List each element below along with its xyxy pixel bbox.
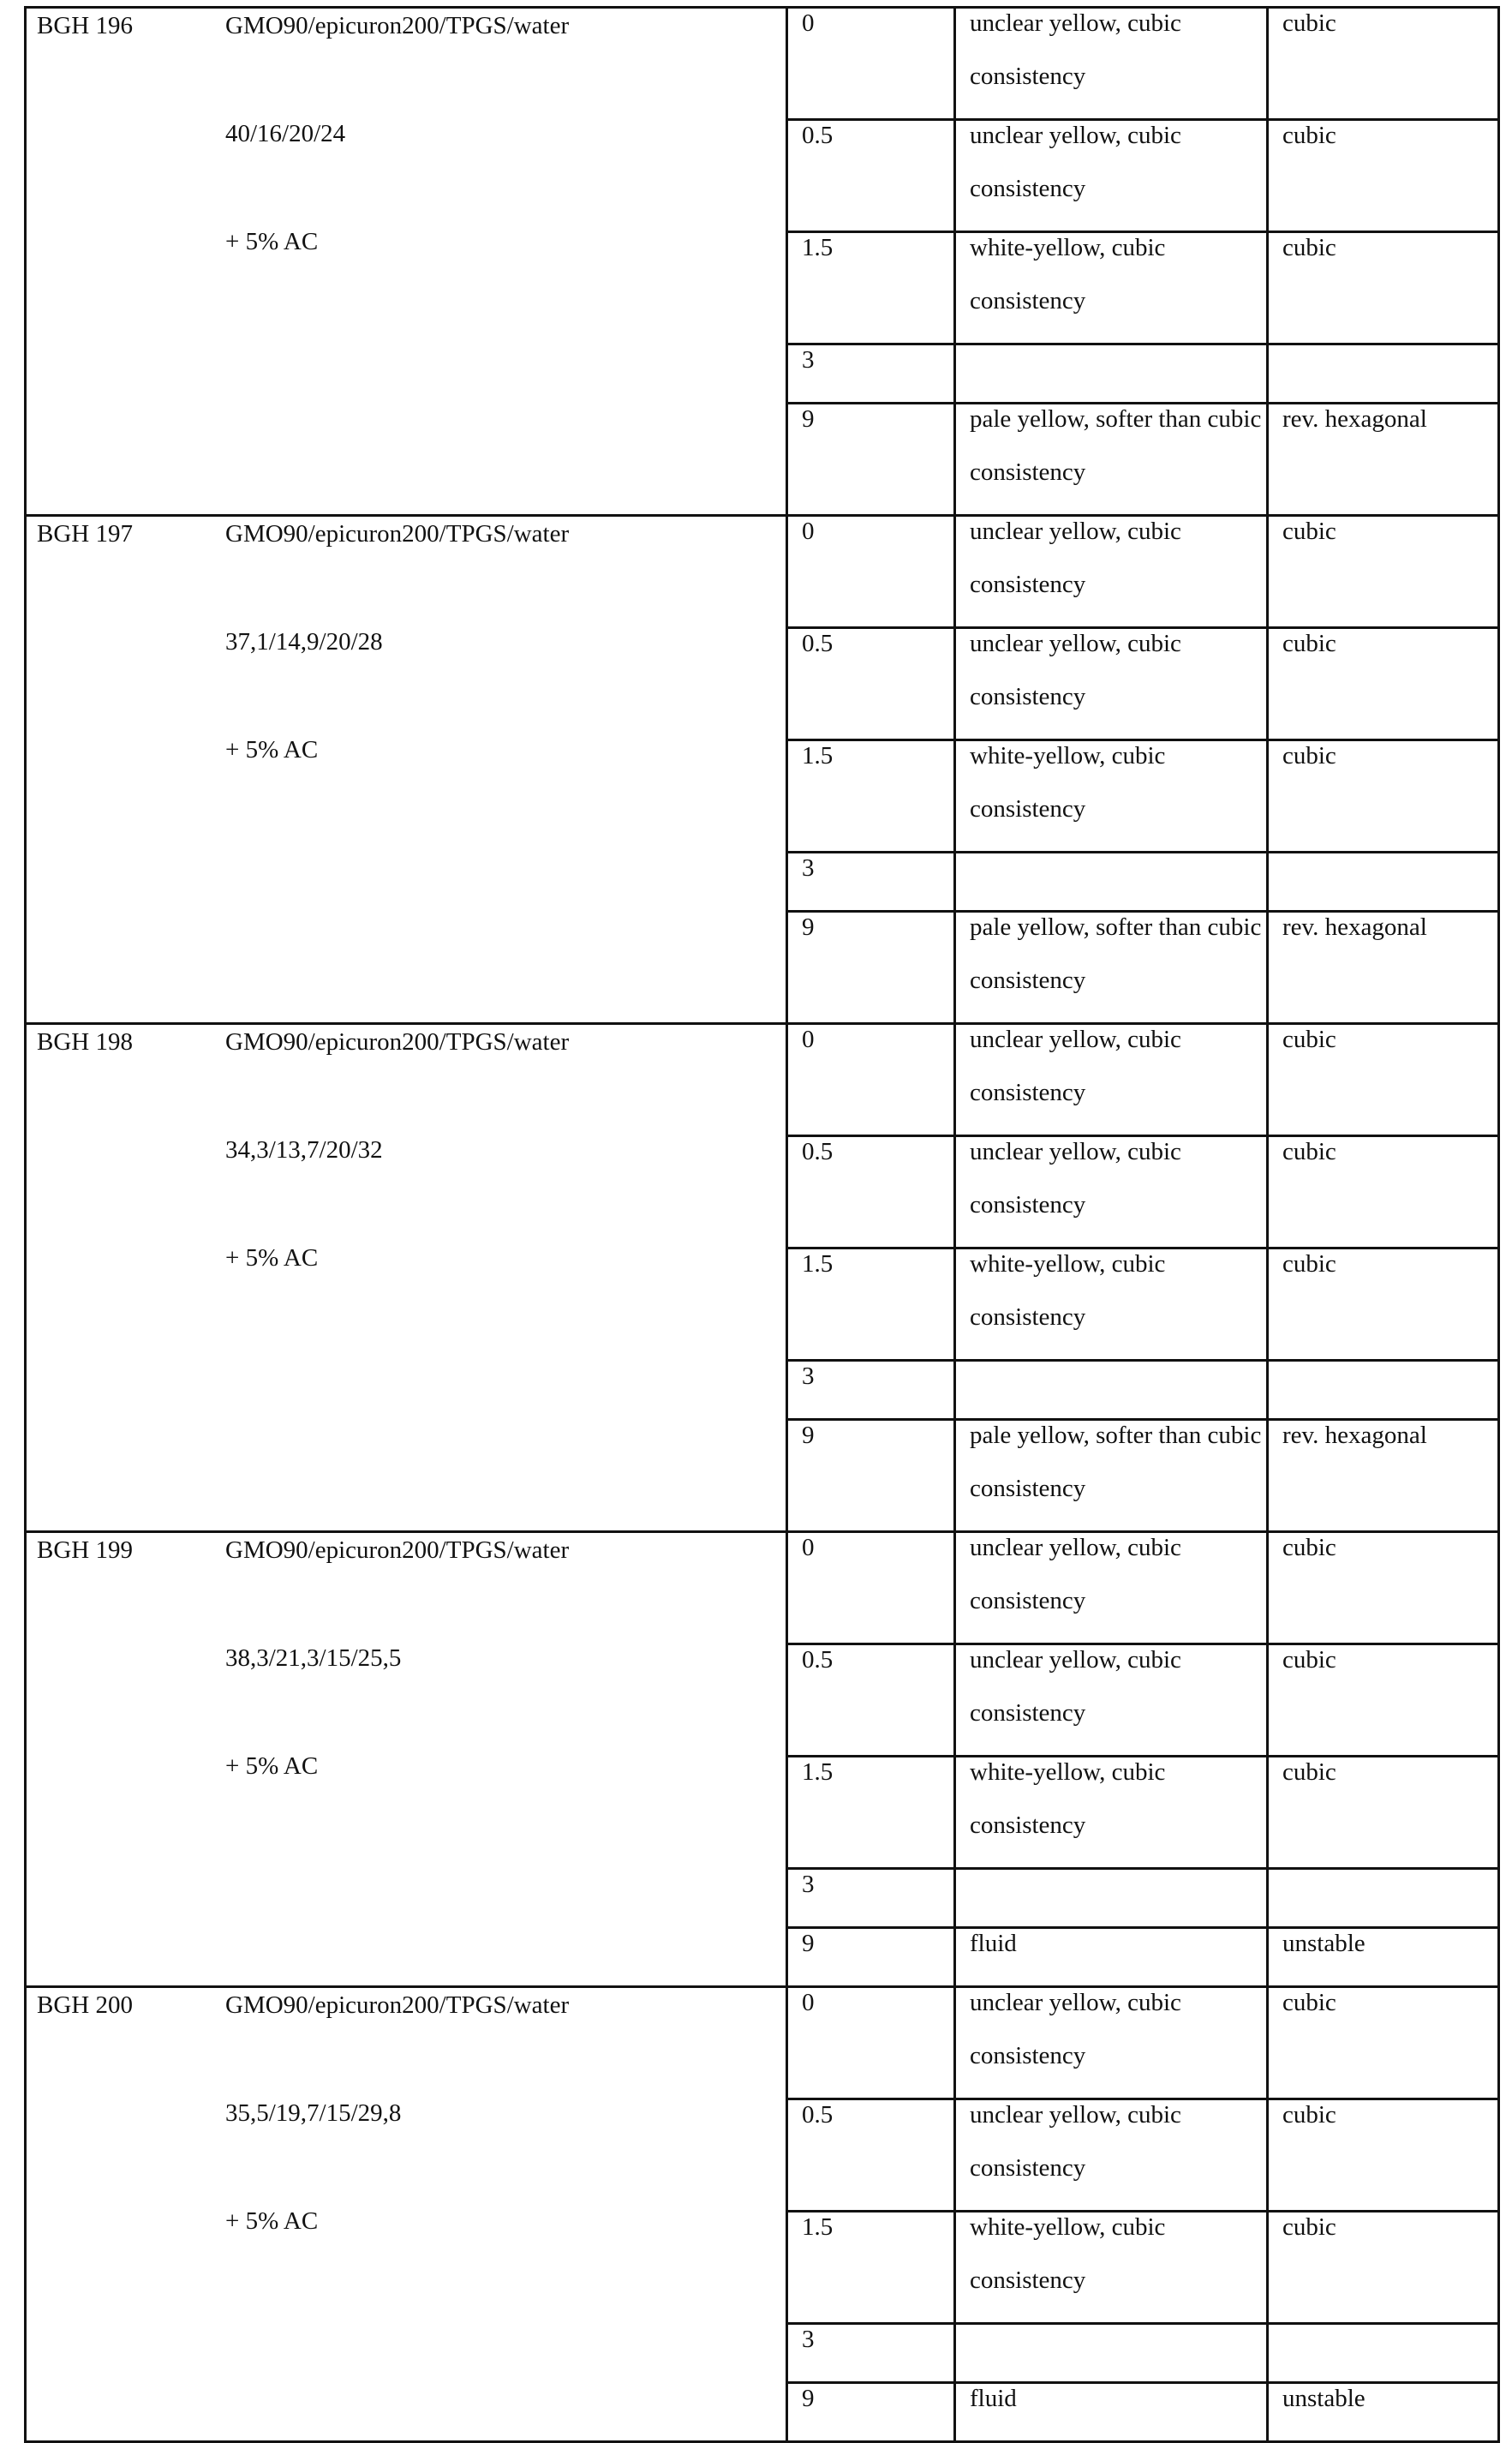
- appearance-cell: [956, 1757, 1269, 1867]
- table-row: [788, 121, 1500, 233]
- phase-text: rev. hexagonal: [1269, 901, 1497, 954]
- phase-cell: [1269, 9, 1500, 118]
- appearance-cell: [956, 2384, 1269, 2440]
- appearance-cell: [956, 1988, 1269, 2098]
- time-cell: [788, 1988, 956, 2098]
- time-text: 1.5: [788, 221, 953, 274]
- time-cell: [788, 404, 956, 514]
- phase-text: cubic: [1269, 0, 1497, 50]
- composition-line: GMO90/epicuron200/TPGS/water: [225, 520, 569, 628]
- appearance-cell: [956, 121, 1269, 231]
- time-cell: [788, 629, 956, 739]
- appearance-cell: [956, 1137, 1269, 1247]
- phase-text: cubic: [1269, 1745, 1497, 1799]
- time-text: 0: [788, 505, 953, 558]
- table-row: [788, 1025, 1500, 1137]
- time-text: 1.5: [788, 1745, 953, 1799]
- composition-line: 40/16/20/24: [225, 120, 569, 228]
- time-cell: [788, 1645, 956, 1755]
- phase-text: unstable: [1269, 2372, 1497, 2425]
- formulation-block: [27, 1988, 1500, 2443]
- time-text: 9: [788, 2372, 953, 2425]
- appearance-text: white-yellow, cubic consistency: [956, 1237, 1266, 1344]
- phase-cell: [1269, 2100, 1500, 2210]
- measurements: [788, 517, 1500, 1022]
- composition-line: 35,5/19,7/15/29,8: [225, 2099, 569, 2207]
- appearance-cell: [956, 404, 1269, 514]
- formulation-id: BGH 198: [37, 1028, 133, 1057]
- phase-text: cubic: [1269, 1633, 1497, 1686]
- appearance-cell: [956, 741, 1269, 851]
- table-row: [788, 404, 1500, 514]
- appearance-cell: [956, 1533, 1269, 1643]
- formulation-cell: [27, 517, 788, 1022]
- composition-line: 37,1/14,9/20/28: [225, 628, 569, 736]
- appearance-cell: [956, 1025, 1269, 1135]
- composition-line: GMO90/epicuron200/TPGS/water: [225, 1991, 569, 2099]
- phase-cell: [1269, 1645, 1500, 1755]
- phase-cell: [1269, 1988, 1500, 2098]
- phase-cell: [1269, 1533, 1500, 1643]
- phase-text: cubic: [1269, 617, 1497, 670]
- appearance-text: white-yellow, cubic consistency: [956, 2200, 1266, 2307]
- formulation-cell: [27, 9, 788, 514]
- table-row: [788, 1988, 1500, 2100]
- time-cell: [788, 1249, 956, 1359]
- appearance-cell: [956, 629, 1269, 739]
- phase-cell: [1269, 517, 1500, 626]
- composition-line: + 5% AC: [225, 1752, 569, 1860]
- phase-cell: [1269, 233, 1500, 343]
- measurements: [788, 1533, 1500, 1985]
- formulation-block: [27, 9, 1500, 517]
- time-text: 0.5: [788, 109, 953, 162]
- appearance-text: pale yellow, softer than cubic consistency: [956, 1409, 1266, 1515]
- time-text: 3: [788, 1858, 953, 1911]
- time-text: 1.5: [788, 729, 953, 782]
- composition: [225, 1536, 569, 1860]
- table-row: [788, 913, 1500, 1022]
- formulation-block: [27, 1025, 1500, 1533]
- time-cell: [788, 1533, 956, 1643]
- time-cell: [788, 121, 956, 231]
- appearance-text: white-yellow, cubic consistency: [956, 221, 1266, 327]
- table-row: [788, 1533, 1500, 1645]
- appearance-text: unclear yellow, cubic consistency: [956, 617, 1266, 723]
- table-row: [788, 1757, 1500, 1870]
- phase-cell: [1269, 741, 1500, 851]
- formulation-id: BGH 196: [37, 12, 133, 40]
- time-text: 0.5: [788, 2088, 953, 2141]
- phase-cell: [1269, 1421, 1500, 1530]
- appearance-text: unclear yellow, cubic consistency: [956, 109, 1266, 215]
- measurements: [788, 1025, 1500, 1530]
- time-cell: [788, 741, 956, 851]
- time-cell: [788, 517, 956, 626]
- composition-line: 34,3/13,7/20/32: [225, 1136, 569, 1244]
- time-text: 1.5: [788, 1237, 953, 1290]
- composition: [225, 12, 569, 336]
- composition-line: + 5% AC: [225, 736, 569, 844]
- measurements: [788, 9, 1500, 514]
- phase-cell: [1269, 2212, 1500, 2322]
- composition-line: GMO90/epicuron200/TPGS/water: [225, 12, 569, 120]
- time-text: 3: [788, 1350, 953, 1403]
- table-row: [788, 741, 1500, 853]
- phase-text: cubic: [1269, 505, 1497, 558]
- table-row: [788, 517, 1500, 629]
- formulation-id: BGH 199: [37, 1536, 133, 1565]
- phase-text: cubic: [1269, 2088, 1497, 2141]
- appearance-text: white-yellow, cubic consistency: [956, 729, 1266, 835]
- time-text: 0.5: [788, 617, 953, 670]
- time-cell: [788, 1025, 956, 1135]
- table-row: [788, 1249, 1500, 1362]
- phase-cell: [1269, 1137, 1500, 1247]
- composition-line: GMO90/epicuron200/TPGS/water: [225, 1028, 569, 1136]
- appearance-text: pale yellow, softer than cubic consistency: [956, 901, 1266, 1007]
- formulation-cell: [27, 1025, 788, 1530]
- time-text: 9: [788, 1409, 953, 1462]
- appearance-text: unclear yellow, cubic consistency: [956, 1633, 1266, 1739]
- appearance-text: fluid: [956, 2372, 1266, 2425]
- phase-cell: [1269, 2384, 1500, 2440]
- phase-cell: [1269, 1025, 1500, 1135]
- phase-text: cubic: [1269, 1125, 1497, 1178]
- appearance-cell: [956, 1645, 1269, 1755]
- time-text: 9: [788, 1917, 953, 1970]
- appearance-text: unclear yellow, cubic consistency: [956, 505, 1266, 611]
- phase-cell: [1269, 629, 1500, 739]
- appearance-text: unclear yellow, cubic consistency: [956, 1521, 1266, 1627]
- time-text: 1.5: [788, 2200, 953, 2254]
- time-text: 3: [788, 841, 953, 895]
- time-text: 3: [788, 333, 953, 386]
- composition: [225, 520, 569, 844]
- time-cell: [788, 1137, 956, 1247]
- time-cell: [788, 9, 956, 118]
- phase-text: cubic: [1269, 1976, 1497, 2029]
- time-cell: [788, 913, 956, 1022]
- table-row: [788, 233, 1500, 345]
- appearance-text: unclear yellow, cubic consistency: [956, 0, 1266, 103]
- formulation-block: [27, 1533, 1500, 1988]
- phase-text: cubic: [1269, 729, 1497, 782]
- time-text: 0.5: [788, 1633, 953, 1686]
- phase-text: rev. hexagonal: [1269, 1409, 1497, 1462]
- formulation-block: [27, 517, 1500, 1025]
- table-row: [788, 9, 1500, 121]
- composition: [225, 1991, 569, 2315]
- table-row: [788, 629, 1500, 741]
- phase-text: cubic: [1269, 221, 1497, 274]
- appearance-text: white-yellow, cubic consistency: [956, 1745, 1266, 1852]
- composition-line: GMO90/epicuron200/TPGS/water: [225, 1536, 569, 1644]
- time-text: 0: [788, 1521, 953, 1574]
- table-row: [788, 1137, 1500, 1249]
- composition-line: + 5% AC: [225, 1244, 569, 1352]
- appearance-cell: [956, 1421, 1269, 1530]
- composition: [225, 1028, 569, 1352]
- appearance-cell: [956, 2212, 1269, 2322]
- table-row: [788, 1645, 1500, 1757]
- time-cell: [788, 2384, 956, 2440]
- time-cell: [788, 1757, 956, 1867]
- phase-text: cubic: [1269, 2200, 1497, 2254]
- appearance-cell: [956, 233, 1269, 343]
- table-row: [788, 2100, 1500, 2212]
- time-cell: [788, 1421, 956, 1530]
- formulation-cell: [27, 1988, 788, 2440]
- appearance-text: pale yellow, softer than cubic consistency: [956, 392, 1266, 499]
- formulation-id: BGH 197: [37, 520, 133, 548]
- appearance-cell: [956, 517, 1269, 626]
- phase-text: rev. hexagonal: [1269, 392, 1497, 446]
- table-row: [788, 2212, 1500, 2325]
- time-text: 3: [788, 2313, 953, 2366]
- appearance-text: unclear yellow, cubic consistency: [956, 1976, 1266, 2082]
- phase-text: cubic: [1269, 109, 1497, 162]
- time-cell: [788, 2100, 956, 2210]
- time-text: 9: [788, 392, 953, 446]
- appearance-cell: [956, 9, 1269, 118]
- phase-text: cubic: [1269, 1013, 1497, 1066]
- time-text: 0: [788, 1976, 953, 2029]
- appearance-text: unclear yellow, cubic consistency: [956, 2088, 1266, 2195]
- appearance-text: fluid: [956, 1917, 1266, 1970]
- composition-line: 38,3/21,3/15/25,5: [225, 1644, 569, 1752]
- time-text: 0: [788, 0, 953, 50]
- results-table: [24, 6, 1500, 2443]
- table-row: [788, 1421, 1500, 1530]
- appearance-cell: [956, 1249, 1269, 1359]
- appearance-text: unclear yellow, cubic consistency: [956, 1125, 1266, 1231]
- appearance-cell: [956, 2100, 1269, 2210]
- phase-cell: [1269, 404, 1500, 514]
- appearance-cell: [956, 913, 1269, 1022]
- time-text: 9: [788, 901, 953, 954]
- measurements: [788, 1988, 1500, 2440]
- phase-cell: [1269, 121, 1500, 231]
- phase-text: cubic: [1269, 1237, 1497, 1290]
- phase-text: unstable: [1269, 1917, 1497, 1970]
- composition-line: + 5% AC: [225, 228, 569, 336]
- formulation-id: BGH 200: [37, 1991, 133, 2020]
- phase-text: cubic: [1269, 1521, 1497, 1574]
- appearance-text: unclear yellow, cubic consistency: [956, 1013, 1266, 1119]
- time-cell: [788, 233, 956, 343]
- time-cell: [788, 2212, 956, 2322]
- composition-line: + 5% AC: [225, 2207, 569, 2315]
- phase-cell: [1269, 1757, 1500, 1867]
- time-text: 0.5: [788, 1125, 953, 1178]
- formulation-cell: [27, 1533, 788, 1985]
- table-row: [788, 2384, 1500, 2440]
- phase-cell: [1269, 913, 1500, 1022]
- time-text: 0: [788, 1013, 953, 1066]
- phase-cell: [1269, 1249, 1500, 1359]
